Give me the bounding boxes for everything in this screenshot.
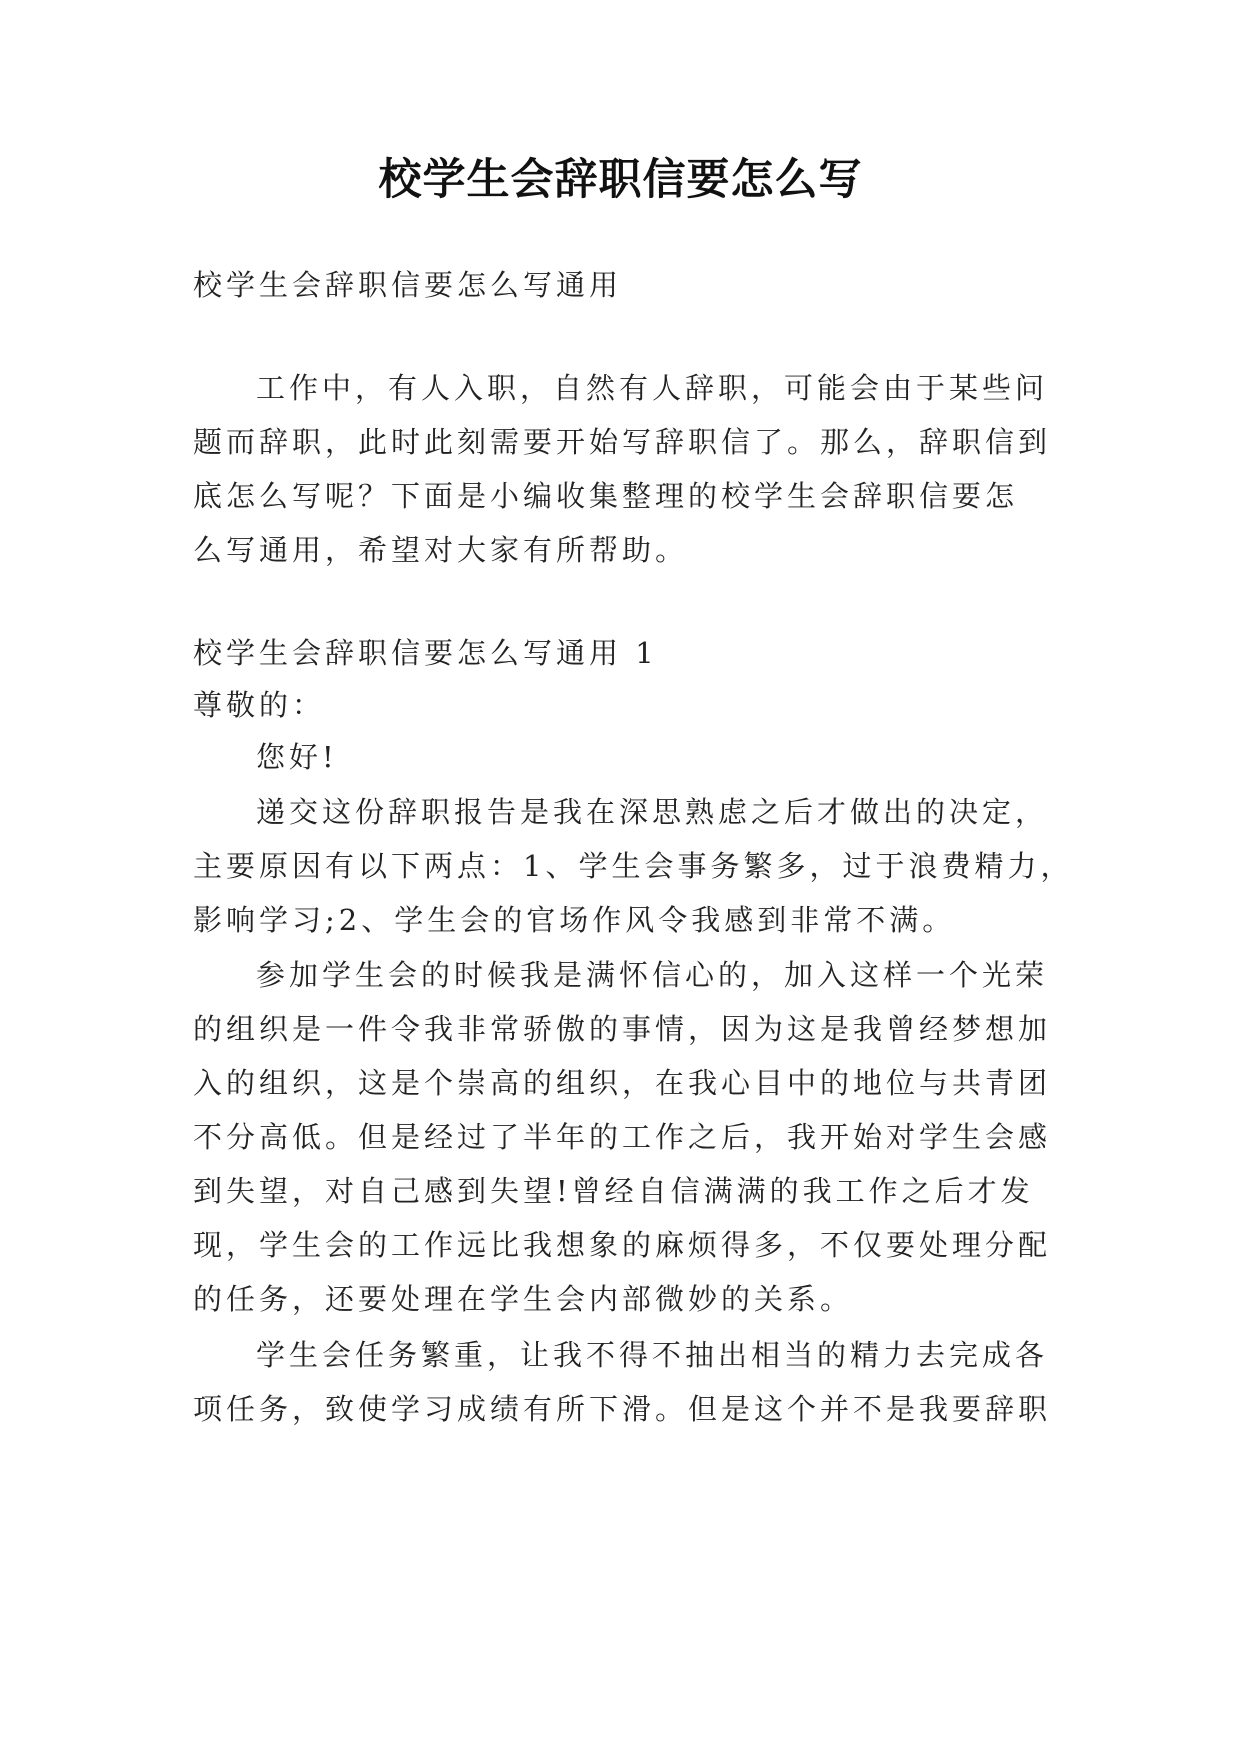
intro-line-4: 么写通用，希望对大家有所帮助。 <box>193 533 689 567</box>
salutation: 尊敬的： <box>193 688 326 722</box>
document-title: 校学生会辞职信要怎么写 <box>378 155 863 205</box>
intro-line-3: 底怎么写呢？下面是小编收集整理的校学生会辞职信要怎 <box>193 479 1019 513</box>
paragraph2-line-6: 现，学生会的工作远比我想象的麻烦得多，不仅要处理分配 <box>193 1228 1052 1262</box>
intro-line-2: 题而辞职，此时此刻需要开始写辞职信了。那么，辞职信到 <box>193 425 1052 459</box>
paragraph2-line-2: 的组织是一件令我非常骄傲的事情，因为这是我曾经梦想加 <box>193 1012 1052 1046</box>
paragraph1-line-3: 影响学习;2、学生会的官场作风令我感到非常不满。 <box>193 903 956 937</box>
paragraph1-line-2: 主要原因有以下两点：1、学生会事务繁多，过于浪费精力， <box>193 849 1074 883</box>
paragraph3-line-2: 项任务，致使学习成绩有所下滑。但是这个并不是我要辞职 <box>193 1392 1052 1426</box>
paragraph2-line-5: 到失望，对自己感到失望!曾经自信满满的我工作之后才发 <box>193 1174 1034 1208</box>
paragraph1-line-1: 递交这份辞职报告是我在深思熟虑之后才做出的决定， <box>256 795 1049 829</box>
paragraph2-line-1: 参加学生会的时候我是满怀信心的，加入这样一个光荣 <box>256 958 1049 992</box>
paragraph2-line-4: 不分高低。但是经过了半年的工作之后，我开始对学生会感 <box>193 1120 1052 1154</box>
intro-line-1: 工作中，有人入职，自然有人辞职，可能会由于某些问 <box>256 371 1049 405</box>
section-heading: 校学生会辞职信要怎么写通用 1 <box>193 636 658 670</box>
paragraph3-line-1: 学生会任务繁重，让我不得不抽出相当的精力去完成各 <box>256 1338 1049 1372</box>
paragraph2-line-7: 的任务，还要处理在学生会内部微妙的关系。 <box>193 1282 854 1316</box>
paragraph2-line-3: 入的组织，这是个崇高的组织，在我心目中的地位与共青团 <box>193 1066 1052 1100</box>
document-subtitle: 校学生会辞职信要怎么写通用 <box>193 268 623 302</box>
greeting: 您好! <box>256 740 338 774</box>
